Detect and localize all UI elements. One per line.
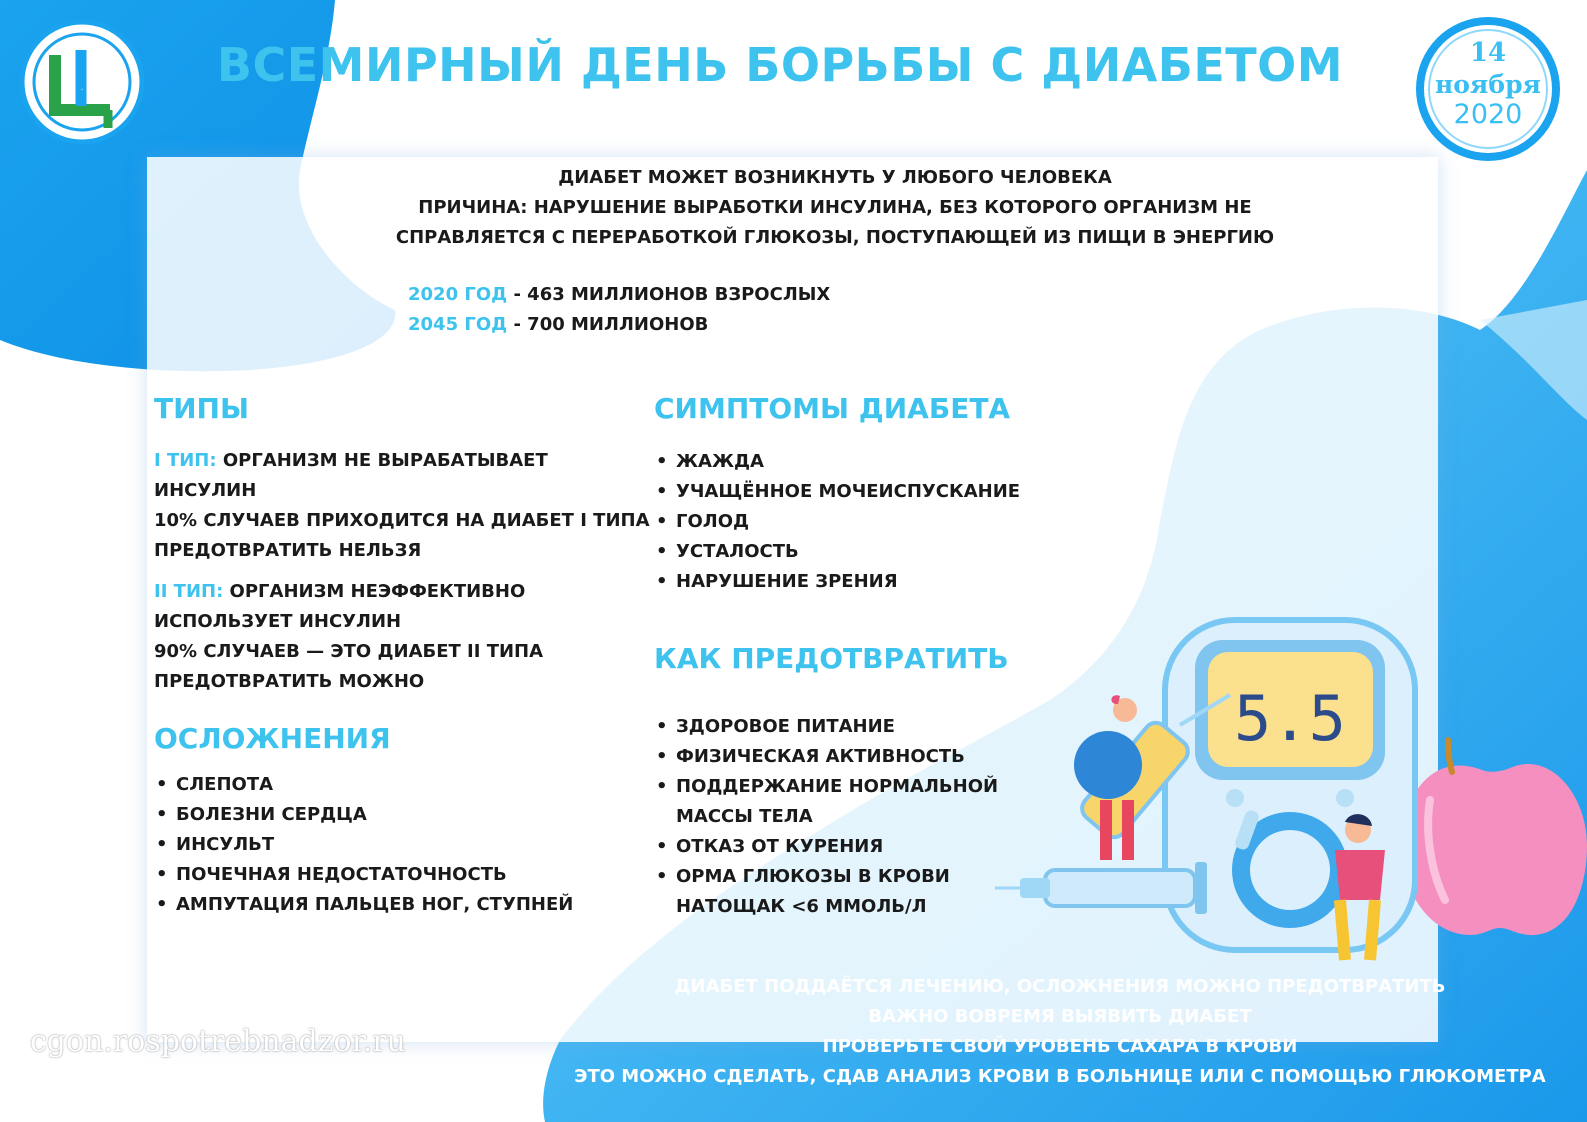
syringe-icon — [995, 862, 1207, 914]
date-text — [1410, 40, 1566, 128]
types-heading: ТИПЫ — [154, 392, 249, 425]
type1-text: 10% СЛУЧАЕВ ПРИХОДИТСЯ НА ДИАБЕТ I ТИПА — [154, 510, 650, 531]
footer-line: ПРОВЕРЬТЕ СВОЙ УРОВЕНЬ САХАРА В КРОВИ — [822, 1036, 1298, 1057]
type1-block — [154, 446, 650, 566]
intro-line: ПРИЧИНА: НАРУШЕНИЕ ВЫРАБОТКИ ИНСУЛИНА, БЕЗ КОТОРОГО ОРГАНИЗМ НЕ — [418, 197, 1252, 218]
type2-block — [154, 577, 543, 697]
type1-text: ОРГАНИЗМ НЕ ВЫРАБАТЫВАЕТ — [216, 450, 548, 471]
footer-line: ВАЖНО ВОВРЕМЯ ВЫЯВИТЬ ДИАБЕТ — [868, 1006, 1252, 1027]
stat-row — [408, 280, 830, 310]
list-item: • ПОЧЕЧНАЯ НЕДОСТАТОЧНОСТЬ — [154, 860, 573, 890]
intro-line: ДИАБЕТ МОЖЕТ ВОЗНИКНУТЬ У ЛЮБОГО ЧЕЛОВЕКА — [558, 167, 1112, 188]
intro-line: СПРАВЛЯЕТСЯ С ПЕРЕРАБОТКОЙ ГЛЮКОЗЫ, ПОСТУПАЮЩЕЙ ИЗ ПИЩИ В ЭНЕРГИЮ — [395, 227, 1275, 248]
stat-year: 2020 ГОД — [408, 284, 508, 305]
person-icon — [1074, 695, 1142, 860]
list-item: • ИНСУЛЬТ — [154, 830, 573, 860]
date-month: ноября — [1434, 70, 1542, 99]
list-item: • ЗДОРОВОЕ ПИТАНИЕ — [654, 712, 998, 742]
apple-icon — [1402, 740, 1587, 935]
statistics — [408, 280, 830, 340]
stat-value: - 700 МИЛЛИОНОВ — [507, 314, 709, 335]
list-item: • ГОЛОД — [654, 507, 1020, 537]
list-item: • УЧАЩЁННОЕ МОЧЕИСПУСКАНИЕ — [654, 477, 1020, 507]
type2-label: II ТИП: — [154, 581, 224, 602]
list-item: • АМПУТАЦИЯ ПАЛЬЦЕВ НОГ, СТУПНЕЙ — [154, 890, 573, 920]
list-item: • СЛЕПОТА — [154, 770, 573, 800]
date-day: 14 — [1469, 38, 1507, 68]
complications-heading: ОСЛОЖНЕНИЯ — [154, 722, 391, 755]
meter-reading: 5.5 — [1234, 682, 1346, 755]
type1-text: ИНСУЛИН — [154, 480, 257, 501]
prevention-list — [654, 712, 998, 922]
list-item-line: ОРМА ГЛЮКОЗЫ В КРОВИ — [676, 866, 950, 887]
type2-text: ОРГАНИЗМ НЕЭФФЕКТИВНО — [223, 581, 526, 602]
stat-row — [408, 310, 830, 340]
page-title: ВСЕМИРНЫЙ ДЕНЬ БОРЬБЫ С ДИАБЕТОМ — [216, 38, 1344, 92]
footer-message — [560, 972, 1560, 1092]
list-item: • ФИЗИЧЕСКАЯ АКТИВНОСТЬ — [654, 742, 998, 772]
list-item: • ОТКАЗ ОТ КУРЕНИЯ — [654, 832, 998, 862]
list-item-line: МАССЫ ТЕЛА — [676, 806, 813, 827]
complications-list — [154, 770, 573, 920]
footer-line: ЭТО МОЖНО СДЕЛАТЬ, СДАВ АНАЛИЗ КРОВИ В БОЛЬНИЦЕ ИЛИ С ПОМОЩЬЮ ГЛЮКОМЕТРА — [574, 1066, 1546, 1087]
stat-value: - 463 МИЛЛИОНОВ ВЗРОСЛЫХ — [507, 284, 831, 305]
symptoms-heading: СИМПТОМЫ ДИАБЕТА — [654, 392, 1011, 425]
list-item: • НАРУШЕНИЕ ЗРЕНИЯ — [654, 567, 1020, 597]
type2-text: ПРЕДОТВРАТИТЬ МОЖНО — [154, 671, 425, 692]
prevention-heading: КАК ПРЕДОТВРАТИТЬ — [654, 642, 1009, 675]
glucometer-illustration — [990, 600, 1587, 980]
watermark: cgon.rospotrebnadzor.ru — [30, 1024, 406, 1059]
symptoms-list — [654, 447, 1020, 597]
list-item: • БОЛЕЗНИ СЕРДЦА — [154, 800, 573, 830]
list-item: • УСТАЛОСТЬ — [654, 537, 1020, 567]
footer-line: ДИАБЕТ ПОДДАЁТСЯ ЛЕЧЕНИЮ, ОСЛОЖНЕНИЯ МОЖНО ПРЕДОТВРАТИТЬ — [674, 976, 1446, 997]
logo-letter: Ц — [81, 89, 83, 91]
type1-text: ПРЕДОТВРАТИТЬ НЕЛЬЗЯ — [154, 540, 422, 561]
list-item — [654, 862, 998, 922]
organization-logo — [15, 20, 149, 145]
list-item-line: НАТОЩАК <6 ММОЛЬ/Л — [676, 896, 927, 917]
intro-text — [380, 163, 1290, 253]
list-item-line: ПОДДЕРЖАНИЕ НОРМАЛЬНОЙ — [676, 776, 999, 797]
type2-text: ИСПОЛЬЗУЕТ ИНСУЛИН — [154, 611, 402, 632]
list-item — [654, 772, 998, 832]
type1-label: I ТИП: — [154, 450, 217, 471]
list-item: • ЖАЖДА — [654, 447, 1020, 477]
stat-year: 2045 ГОД — [408, 314, 508, 335]
type2-text: 90% СЛУЧАЕВ — ЭТО ДИАБЕТ II ТИПА — [154, 641, 544, 662]
date-year: 2020 — [1453, 99, 1523, 130]
